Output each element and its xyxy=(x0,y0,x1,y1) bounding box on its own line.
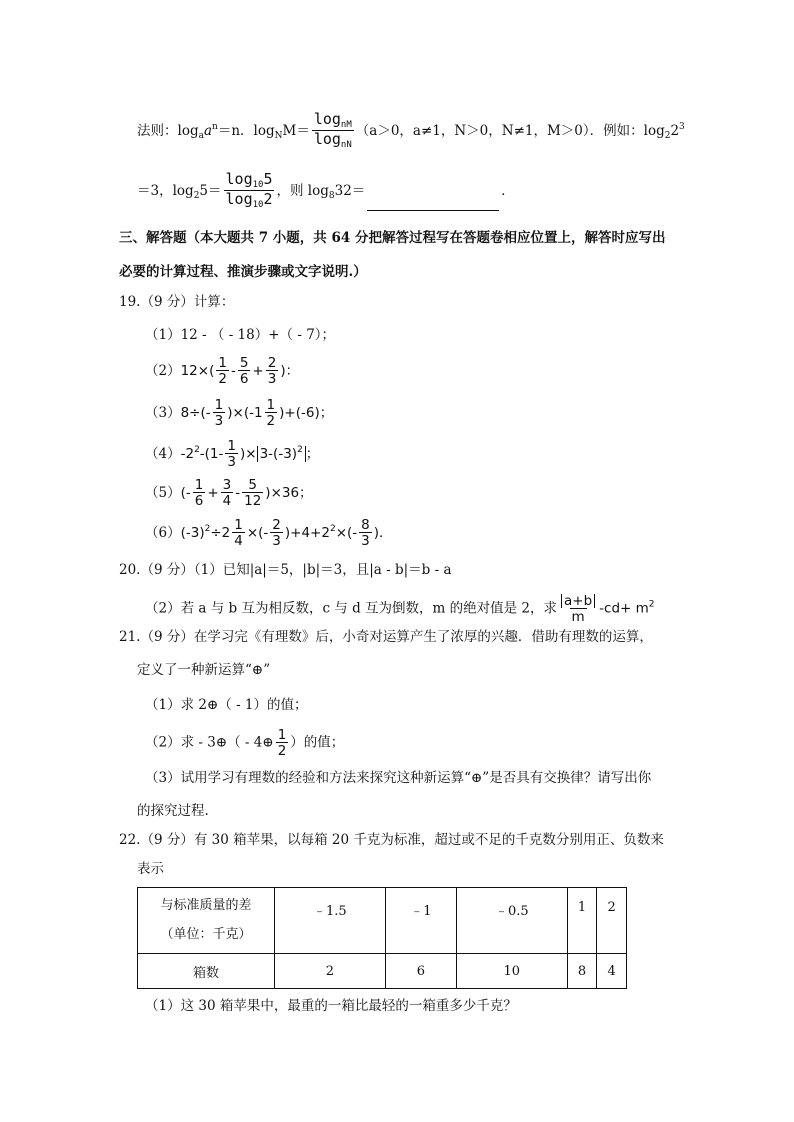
q19-part6 xyxy=(145,518,393,548)
answer-blank[interactable] xyxy=(367,197,499,211)
part-label: （3） xyxy=(145,405,181,422)
rule-text: ，则 log xyxy=(276,182,329,199)
frac-num: log xyxy=(313,110,341,128)
log-example-line xyxy=(137,172,515,211)
table-cell: 6 xyxy=(385,954,456,989)
frac-den: m xyxy=(571,609,585,626)
rule-text: 32＝ xyxy=(334,182,366,199)
rule-sup: 3 xyxy=(679,121,685,132)
q20-part2 xyxy=(145,594,655,624)
frac-num: a+b xyxy=(561,594,595,608)
math-fraction xyxy=(559,594,597,624)
math-expr: -cd+ m xyxy=(599,600,649,617)
part-label: （4） xyxy=(145,446,181,463)
frac-den: log xyxy=(313,130,341,149)
q21-line1: 21.（9 分）在学习完《有理数》后，小奇对运算产生了浓厚的兴趣．借助有理数的运算， xyxy=(119,629,653,645)
math-fraction xyxy=(276,728,289,758)
q21-line2: 定义了一种新运算“⊕” xyxy=(137,662,271,678)
apple-weight-table xyxy=(137,887,627,989)
rule-sub: 2 xyxy=(193,190,200,201)
rule-text: 5＝ xyxy=(199,182,222,199)
table-cell: 8 xyxy=(567,954,597,989)
frac-den: 2 xyxy=(277,743,287,760)
question-text: （2）求 - 3⊕（ - 4⊕ xyxy=(145,734,274,751)
q19-part5 xyxy=(145,478,313,508)
table-header-cell: 箱数 xyxy=(138,954,275,989)
table-row xyxy=(138,888,627,954)
table-header-cell xyxy=(138,888,275,954)
rule-sub: 2 xyxy=(664,130,671,141)
q19-title: 19.（9 分）计算： xyxy=(119,294,235,310)
part-label: （6） xyxy=(145,525,181,542)
table-cell: 4 xyxy=(597,954,627,989)
q21-part3: （3）试用学习有理数的经验和方法来探究这种新运算“⊕”是否具有交换律？请写出你 xyxy=(145,770,652,786)
part-label: （2） xyxy=(145,363,181,380)
question-text: （2）若 a 与 b 互为相反数，c 与 d 互为倒数，m 的绝对值是 2，求 xyxy=(145,600,557,617)
section-heading-cont: 必要的计算过程、推演步骤或文字说明.） xyxy=(119,264,367,280)
rule-sub: 8 xyxy=(328,190,335,201)
q22-line2: 表示 xyxy=(137,861,164,877)
frac-num-sub: 10 xyxy=(252,180,264,190)
frac-den-sub: 10 xyxy=(252,200,264,211)
math-expr: 8÷(- $\frac{1}{3}$ )×(-1 $\frac{1}{2}$ )+(-6)； xyxy=(180,397,334,430)
q22-line1: 22.（9 分）有 30 箱苹果，以每箱 20 千克为标准，超过或不足的千克数分别用正、负数来 xyxy=(119,832,664,848)
rule-sub: a xyxy=(198,130,204,141)
table-cell: ﹣1.5 xyxy=(275,888,386,954)
section-heading: 三、解答题（本大题共 7 小题，共 64 分把解答过程写在答题卷相应位置上，解答时应写出 xyxy=(119,230,666,246)
math-sup: 2 xyxy=(648,599,655,610)
header-line: （单位：千克） xyxy=(160,926,252,942)
rule-text: ＝n．log xyxy=(217,122,275,139)
table-cell: 1 xyxy=(567,888,597,954)
table-cell: ﹣1 xyxy=(385,888,456,954)
table-cell: 10 xyxy=(456,954,567,989)
table-row xyxy=(138,954,627,989)
rule-base: a xyxy=(203,122,213,139)
q21-part1: （1）求 2⊕（ - 1）的值； xyxy=(145,697,308,713)
table-cell: 2 xyxy=(275,954,386,989)
q21-part3-cont: 的探究过程. xyxy=(137,803,209,819)
rule-text: M＝ xyxy=(282,122,310,139)
frac-num-sub: nM xyxy=(340,120,352,130)
frac-den-val: 2 xyxy=(263,190,273,209)
header-line: 与标准质量的差 xyxy=(160,897,252,913)
rule-sup: n xyxy=(212,121,218,132)
q19-part3 xyxy=(145,398,333,428)
frac-num: 1 xyxy=(277,727,287,743)
table-cell: 2 xyxy=(597,888,627,954)
math-expr: (- $\frac{1}{6}$ + $\frac{3}{4}$ - $\frac{5}{12}$ )×36； xyxy=(180,477,313,510)
math-expr: $-2^2-(1-$ $\frac{1}{3}$ )× $3-(-3)^2$ ； xyxy=(180,438,320,471)
frac-num: log xyxy=(225,170,253,188)
q19-part4 xyxy=(145,439,319,469)
part-label: （5） xyxy=(145,485,181,502)
q20-title: 20.（9 分）（1）已知|a|＝5，|b|＝3，且|a - b|＝b - a xyxy=(119,562,452,578)
rule-base: 2 xyxy=(670,122,680,139)
q19-part2 xyxy=(145,356,299,386)
rule-sub: N xyxy=(274,130,283,141)
q22-part1: （1）这 30 箱苹果中，最重的一箱比最轻的一箱重多少千克？ xyxy=(145,998,517,1014)
rule-text: ． xyxy=(501,182,515,199)
log-fraction xyxy=(312,112,354,151)
question-text: ）的值； xyxy=(290,734,345,751)
q19-part1: （1）12 - （ - 18）+（ - 7）； xyxy=(145,327,336,343)
frac-num-val: 5 xyxy=(263,170,273,188)
log-fraction xyxy=(224,172,275,211)
rule-conditions: （a＞0，a≠1，N＞0，N≠1，M＞0）．例如：log xyxy=(355,122,665,139)
rule-text: 法则：log xyxy=(137,122,199,139)
table-cell: ﹣0.5 xyxy=(456,888,567,954)
rule-text: ＝3，log xyxy=(137,182,194,199)
math-expr: $(-3)^2\div 2$ $\frac{1}{4}$ ×(- $\frac{2}{3}$ )$+4+2^2\times(-$ $\frac{8}{3}$ )． xyxy=(180,517,393,550)
log-rule-line xyxy=(137,112,685,151)
math-expr: 12×( $\frac{1}{2}$ - $\frac{5}{6}$ + $\frac{2}{3}$ )： xyxy=(180,355,300,388)
q21-part2 xyxy=(145,728,344,758)
frac-den: log xyxy=(225,190,253,209)
frac-den-sub: nN xyxy=(340,140,352,151)
